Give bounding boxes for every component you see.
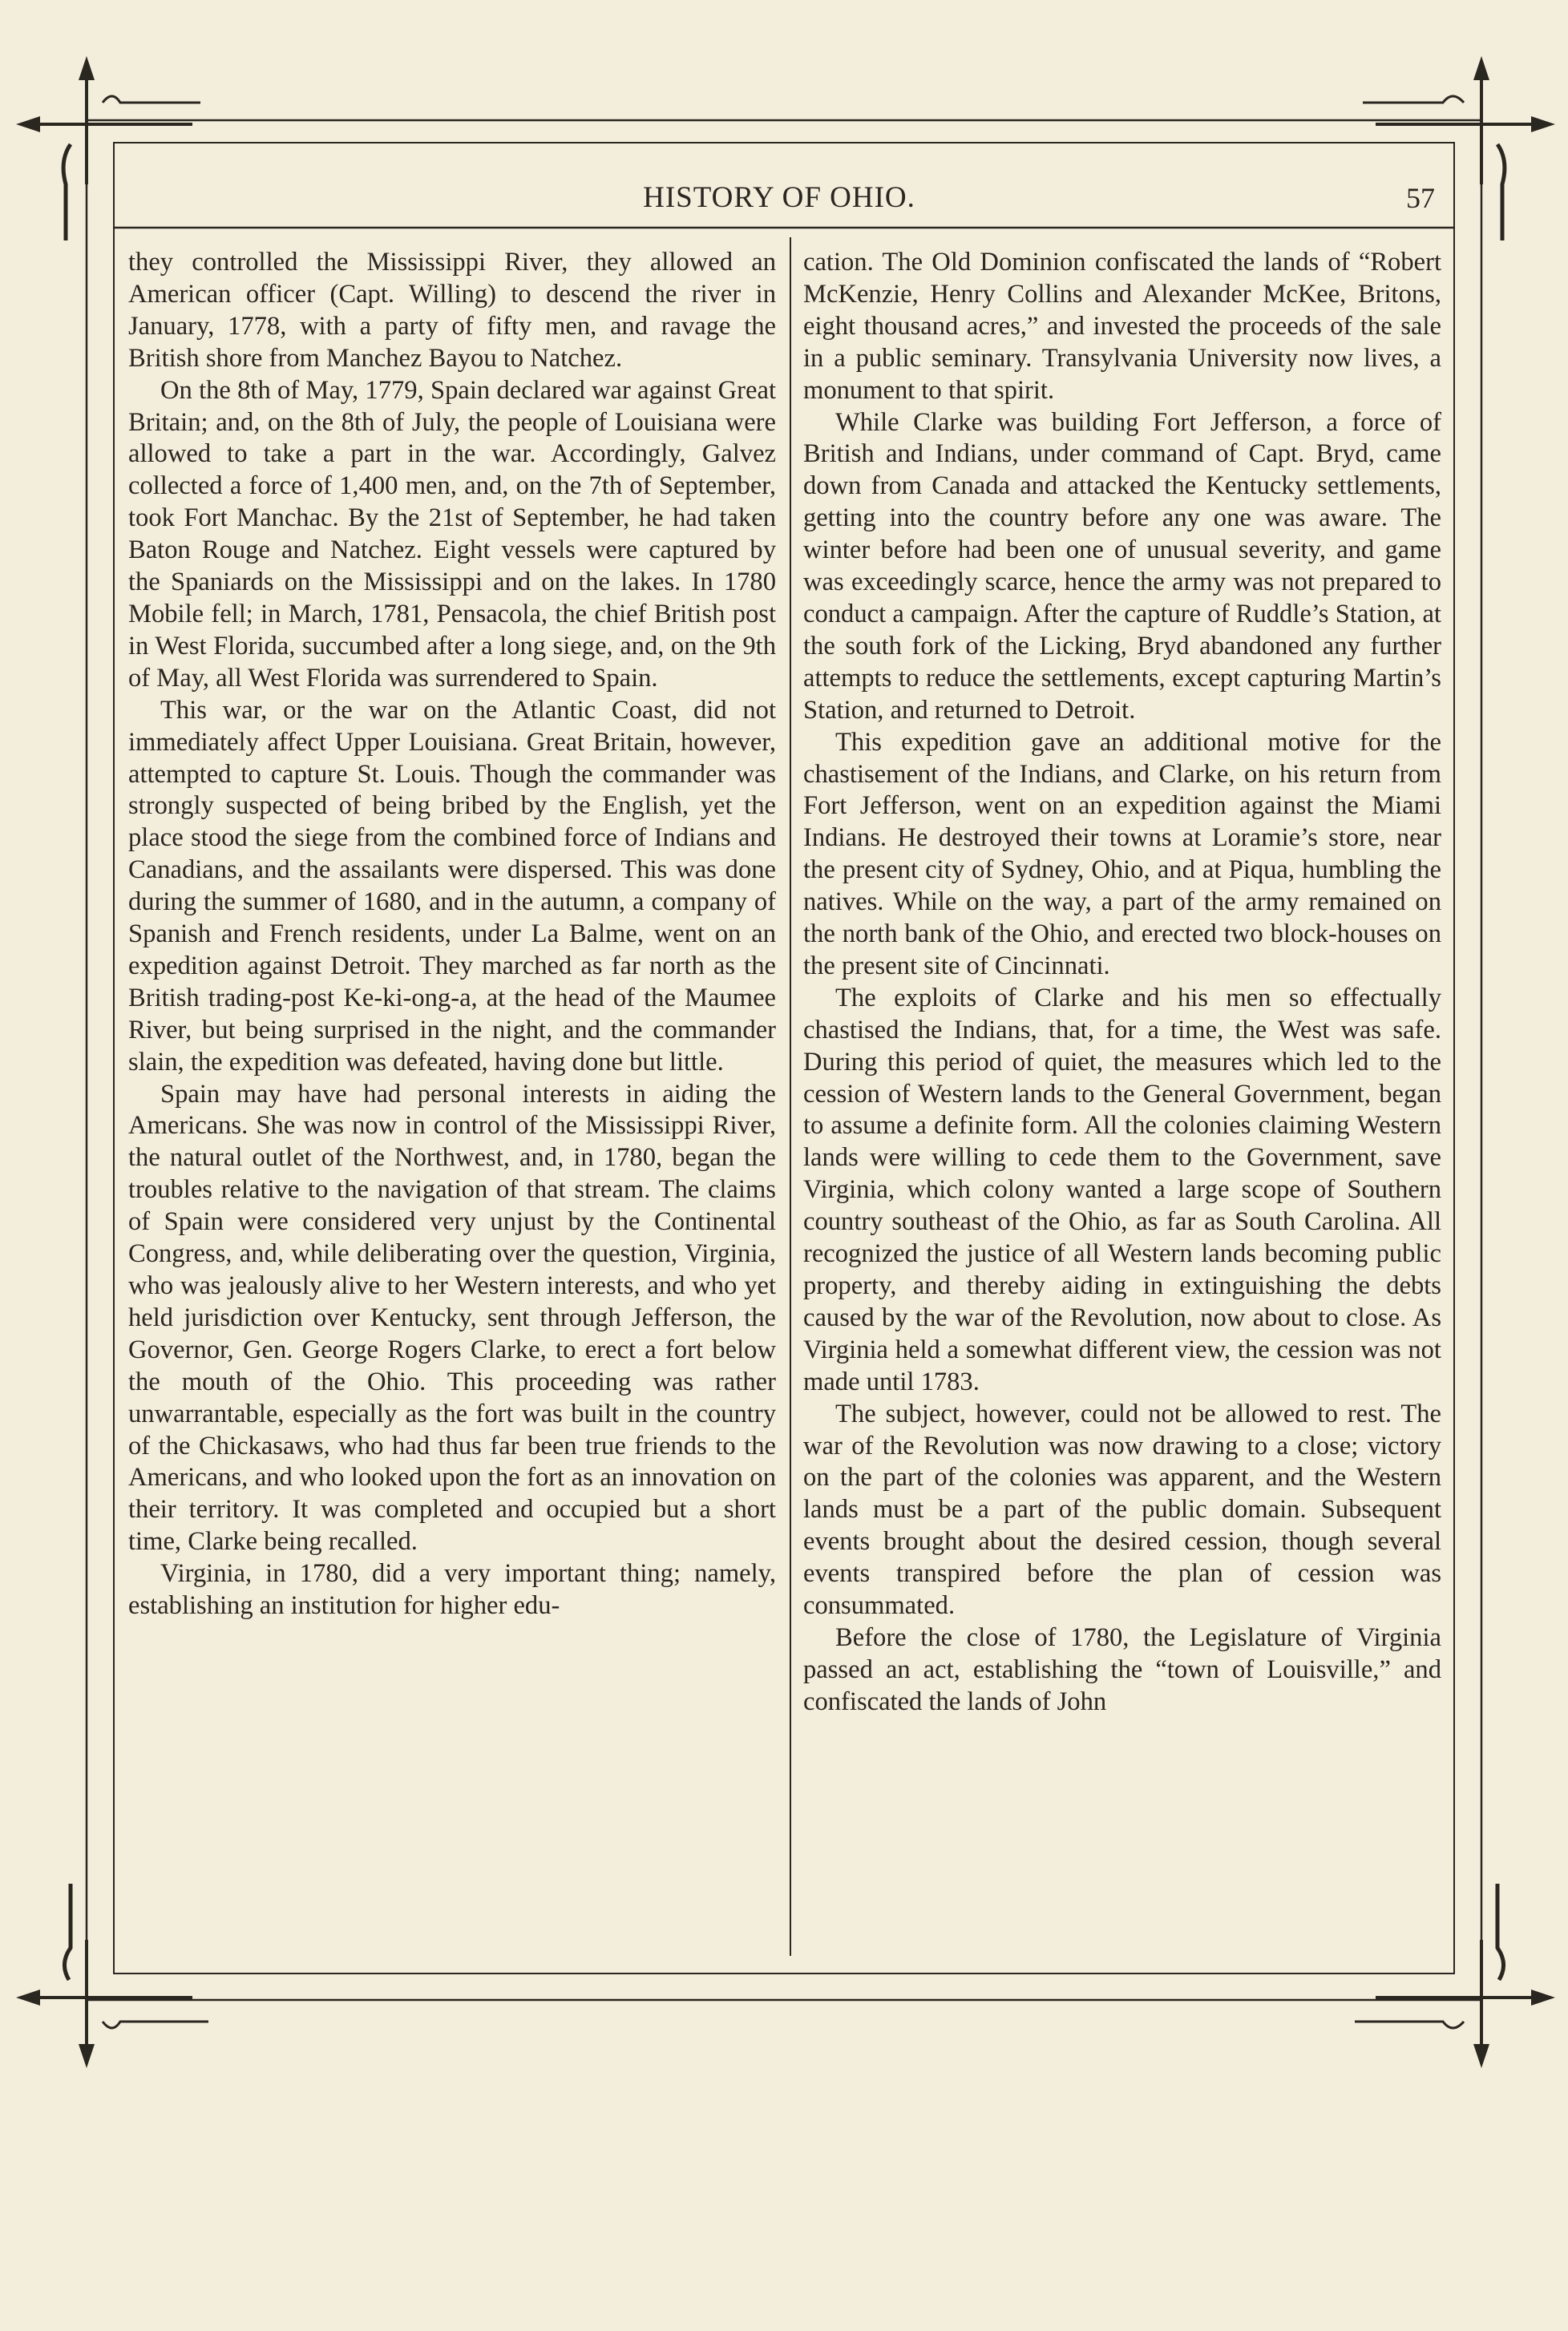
paragraph: Virginia, in 1780, did a very important thing; namely, establishing an institution for higher edu- — [128, 1559, 776, 1621]
paragraph: This expedition gave an additional motive for the chastisement of the Indians, and Clarke, on his return from Fort Jefferson, went on an expedition against the Miami Indians. He destroyed their towns at Loramie’s store, near the present city of Sydney, Ohio, and at Piqua, humbling the natives. While on the way, a part of the army remained on the north bank of the Ohio, and erected two block-houses on the present site of Cincinnati. — [803, 727, 1441, 980]
paragraph: cation. The Old Dominion confiscated the lands of “Robert McKenzie, Henry Collins and Alexander McKee, Britons, eight thousand acres,” and invested the proceeds of the sale in a public seminary. Transylvania University now lives, a monument to that spirit. — [803, 248, 1441, 405]
paragraph: The subject, however, could not be allowed to rest. The war of the Revolution was now drawing to a close; victory on the part of the colonies was apparent, and the Western lands must be a part of the public domain. Subsequent events brought about the desired cession, though several events transpired before the plan of cession was consummated. — [803, 1399, 1441, 1621]
paragraph: While Clarke was building Fort Jefferson, a force of British and Indians, under command of Capt. Bryd, came down from Canada and attacked the Kentucky settlements, getting into the country before any one was aware. The winter before had been one of unusual severity, and game was exceedingly scarce, hence the army was not prepared to conduct a campaign. After the capture of Ruddle’s Station, at the south fork of the Licking, Bryd abandoned any further attempts to reduce the settlements, except capturing Martin’s Station, and returned to Detroit. — [803, 407, 1441, 725]
paragraph: On the 8th of May, 1779, Spain declared war against Great Britain; and, on the 8th of July, the people of Louisiana were allowed to take a part in the war. Accordingly, Galvez collected a force of 1,400 men, and, on the 7th of September, took Fort Manchac. By the 21st of September, he had taken Baton Rouge and Natchez. Eight vessels were captured by the Spaniards on the Mississippi and on the lakes. In 1780 Mobile fell; in March, 1781, Pensacola, the chief British post in West Florida, succumbed after a long siege, and, on the 9th of May, all West Florida was surrendered to Spain. — [128, 375, 776, 693]
paragraph: they controlled the Mississippi River, they allowed an American officer (Capt. Willing) to descend the river in January, 1778, with a party of fifty men, and ravage the British shore from Manchez Bayou to Natchez. — [128, 248, 776, 373]
paragraph: The exploits of Clarke and his men so effectually chastised the Indians, that, for a time, the West was safe. During this period of quiet, the measures which led to the cession of Western lands to the General Government, began to assume a definite form. All the colonies claiming Western lands were willing to cede them to the Government, save Virginia, which colony wanted a large scope of Southern country southeast of the Ohio, as far as South Carolina. All recognized the justice of all Western lands becoming public property, and thereby aiding in extinguishing the debts caused by the war of the Revolution, now about to close. As Virginia held a somewhat different view, the cession was not made until 1783. — [803, 983, 1441, 1396]
paragraph: Spain may have had personal interests in aiding the Americans. She was now in control of the Mississippi River, the natural outlet of the Northwest, and, in 1780, began the troubles relative to the navigation of that stream. The claims of Spain were considered very unjust by the Continental Congress, and, while deliberating over the question, Virginia, who was jealously alive to her Western interests, and who yet held jurisdiction over Kentucky, sent through Jefferson, the Governor, Gen. George Rogers Clarke, to erect a fort below the mouth of the Ohio. This proceeding was rather unwarrantable, especially as the fort was built in the country of the Chickasaws, who had thus far been true friends to the Americans, and who looked upon the fort as an innovation on their territory. It was completed and occupied but a short time, Clarke being recalled. — [128, 1079, 776, 1557]
right-column — [803, 247, 1441, 2331]
running-title: HISTORY OF OHIO. — [643, 181, 915, 214]
paragraph: This war, or the war on the Atlantic Coast, did not immediately affect Upper Louisiana. Great Britain, however, attempted to capture St. Louis. Though the commander was strongly suspected of being bribed by the English, yet the place stood the siege from the combined force of Indians and Canadians, and the assailants were dispersed. This was done during the summer of 1680, and in the autumn, a company of Spanish and French residents, under La Balme, went on an expedition against Detroit. They marched as far north as the British trading-post Ke-ki-ong-a, at the head of the Maumee River, but being surprised in the night, and the commander slain, the expedition was defeated, having done but little. — [128, 695, 776, 1077]
page-header — [114, 178, 1445, 218]
left-column — [128, 247, 776, 2331]
paragraph: Before the close of 1780, the Legislature of Virginia passed an act, establishing the “town of Louisville,” and confiscated the lands of John — [803, 1622, 1441, 1716]
page-number: 57 — [1406, 182, 1435, 214]
